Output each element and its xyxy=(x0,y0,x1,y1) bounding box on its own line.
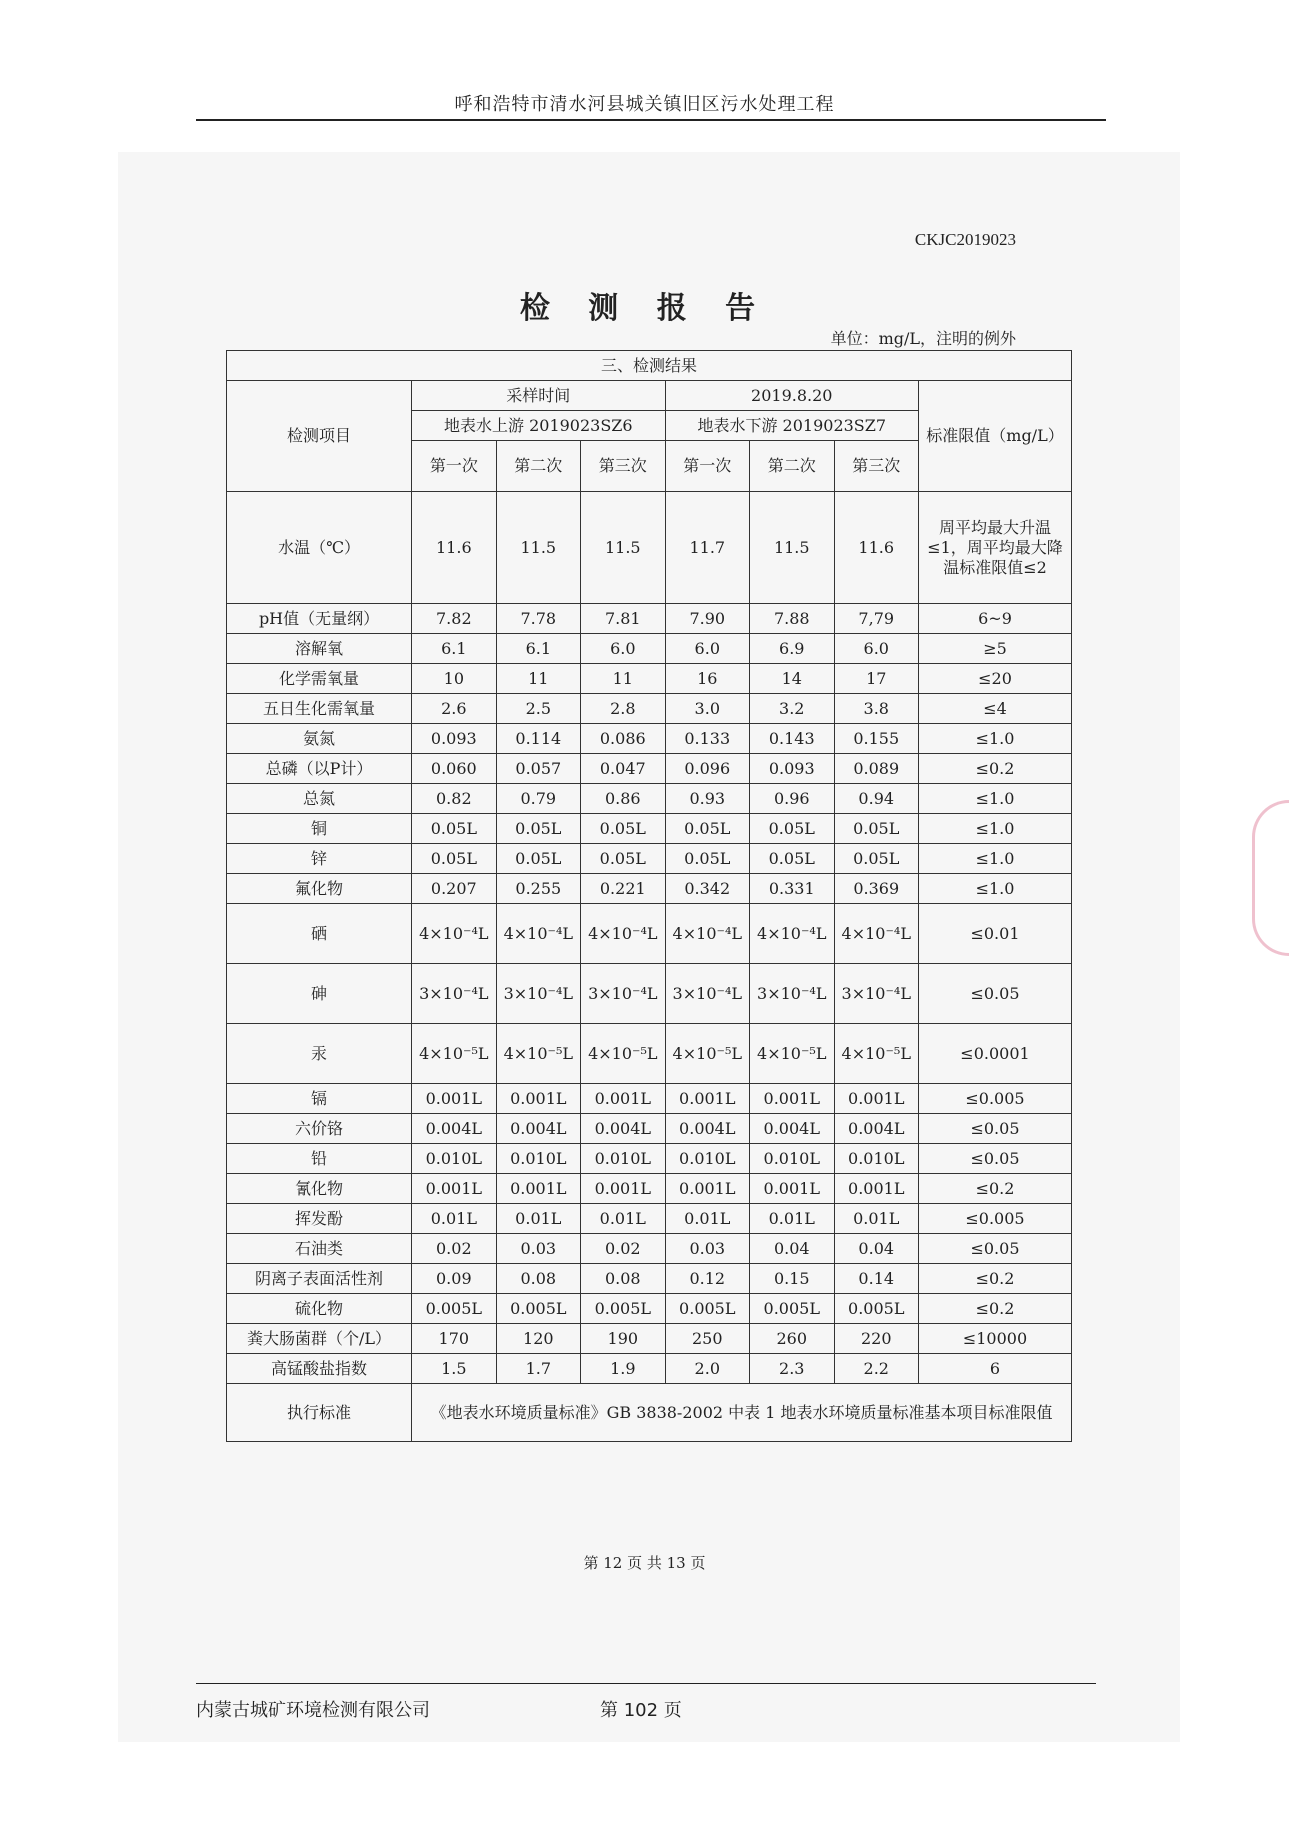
measured-value: 3×10⁻⁴L xyxy=(496,964,580,1024)
measured-value: 17 xyxy=(834,664,918,694)
measured-value: 0.369 xyxy=(834,874,918,904)
table-row xyxy=(227,784,1072,814)
header-rule xyxy=(196,119,1106,121)
report-number: CKJC2019023 xyxy=(914,230,1016,249)
standard-limit: ≤0.05 xyxy=(918,1114,1071,1144)
measured-value: 4×10⁻⁴L xyxy=(665,904,749,964)
measured-value: 0.001L xyxy=(665,1174,749,1204)
measured-value: 0.010L xyxy=(750,1144,834,1174)
standard-limit: ≤1.0 xyxy=(918,784,1071,814)
table-row xyxy=(227,904,1072,964)
measured-value: 0.221 xyxy=(581,874,665,904)
measured-value: 6.0 xyxy=(834,634,918,664)
measured-value: 0.01L xyxy=(750,1204,834,1234)
measured-value: 0.04 xyxy=(834,1234,918,1264)
item-name: 砷 xyxy=(227,964,412,1024)
standard-header: 标准限值（mg/L） xyxy=(918,381,1071,492)
measured-value: 0.004L xyxy=(412,1114,496,1144)
table-row xyxy=(227,694,1072,724)
measured-value: 0.114 xyxy=(496,724,580,754)
item-name: 粪大肠菌群（个/L） xyxy=(227,1324,412,1354)
measured-value: 0.14 xyxy=(834,1264,918,1294)
inner-page-number: 第 12 页 共 13 页 xyxy=(583,1554,706,1572)
measured-value: 2.0 xyxy=(665,1354,749,1384)
measured-value: 0.03 xyxy=(665,1234,749,1264)
measured-value: 190 xyxy=(581,1324,665,1354)
measured-value: 0.05L xyxy=(412,844,496,874)
measured-value: 0.05L xyxy=(665,844,749,874)
item-name: 汞 xyxy=(227,1024,412,1084)
measured-value: 11.6 xyxy=(412,492,496,604)
table-row xyxy=(227,1024,1072,1084)
standard-text: 《地表水环境质量标准》GB 3838-2002 中表 1 地表水环境质量标准基本项目标准限值 xyxy=(412,1384,1072,1442)
measured-value: 0.001L xyxy=(496,1174,580,1204)
measured-value: 0.01L xyxy=(496,1204,580,1234)
measured-value: 4×10⁻⁵L xyxy=(412,1024,496,1084)
item-name: 氨氮 xyxy=(227,724,412,754)
standard-limit: ≤0.2 xyxy=(918,1174,1071,1204)
measured-value: 0.94 xyxy=(834,784,918,814)
measured-value: 0.010L xyxy=(496,1144,580,1174)
measured-value: 0.001L xyxy=(496,1084,580,1114)
measured-value: 0.155 xyxy=(834,724,918,754)
measured-value: 4×10⁻⁴L xyxy=(412,904,496,964)
standard-limit: ≤0.2 xyxy=(918,1294,1071,1324)
measured-value: 0.09 xyxy=(412,1264,496,1294)
document-header: 呼和浩特市清水河县城关镇旧区污水处理工程 xyxy=(454,94,835,115)
measured-value: 0.01L xyxy=(834,1204,918,1234)
measured-value: 4×10⁻⁵L xyxy=(581,1024,665,1084)
measured-value: 0.143 xyxy=(750,724,834,754)
measured-value: 0.001L xyxy=(581,1084,665,1114)
site-upstream: 地表水上游 2019023SZ6 xyxy=(412,411,665,441)
measured-value: 0.093 xyxy=(750,754,834,784)
measured-value: 0.005L xyxy=(581,1294,665,1324)
standard-limit: ≤0.05 xyxy=(918,1144,1071,1174)
unit-note: 单位：mg/L，注明的例外 xyxy=(830,329,1016,348)
item-name: 硫化物 xyxy=(227,1294,412,1324)
measured-value: 0.05L xyxy=(750,814,834,844)
measured-value: 3×10⁻⁴L xyxy=(665,964,749,1024)
measured-value: 1.7 xyxy=(496,1354,580,1384)
measured-value: 0.001L xyxy=(412,1174,496,1204)
standard-limit: ≤0.2 xyxy=(918,754,1071,784)
measured-value: 4×10⁻⁵L xyxy=(496,1024,580,1084)
measured-value: 4×10⁻⁴L xyxy=(496,904,580,964)
measured-value: 0.02 xyxy=(581,1234,665,1264)
item-name: 铜 xyxy=(227,814,412,844)
standard-limit: ≤0.01 xyxy=(918,904,1071,964)
standard-limit: ≤0.0001 xyxy=(918,1024,1071,1084)
measured-value: 0.096 xyxy=(665,754,749,784)
table-row xyxy=(227,814,1072,844)
standard-label: 执行标准 xyxy=(227,1384,412,1442)
measured-value: 0.01L xyxy=(412,1204,496,1234)
measured-value: 0.005L xyxy=(834,1294,918,1324)
standard-limit: 6 xyxy=(918,1354,1071,1384)
standard-limit: ≤1.0 xyxy=(918,724,1071,754)
table-row xyxy=(227,604,1072,634)
table-row xyxy=(227,724,1072,754)
item-name: 挥发酚 xyxy=(227,1204,412,1234)
table-row xyxy=(227,664,1072,694)
measured-value: 0.005L xyxy=(412,1294,496,1324)
measured-value: 0.93 xyxy=(665,784,749,814)
measured-value: 170 xyxy=(412,1324,496,1354)
measured-value: 10 xyxy=(412,664,496,694)
measured-value: 11 xyxy=(581,664,665,694)
results-table xyxy=(226,350,1072,1442)
report-title: 检 测 报 告 xyxy=(519,291,770,326)
item-name: 水温（℃） xyxy=(227,492,412,604)
measured-value: 0.05L xyxy=(496,844,580,874)
standard-limit: ≤10000 xyxy=(918,1324,1071,1354)
standard-limit: ≤20 xyxy=(918,664,1071,694)
item-name: 石油类 xyxy=(227,1234,412,1264)
measured-value: 1.9 xyxy=(581,1354,665,1384)
item-name: 氰化物 xyxy=(227,1174,412,1204)
measured-value: 0.047 xyxy=(581,754,665,784)
table-row xyxy=(227,844,1072,874)
measured-value: 6.1 xyxy=(412,634,496,664)
run-header: 第二次 xyxy=(496,441,580,492)
measured-value: 0.02 xyxy=(412,1234,496,1264)
measured-value: 0.005L xyxy=(665,1294,749,1324)
measured-value: 0.255 xyxy=(496,874,580,904)
table-row xyxy=(227,1324,1072,1354)
standard-limit: ≤0.005 xyxy=(918,1204,1071,1234)
measured-value: 14 xyxy=(750,664,834,694)
table-row xyxy=(227,1084,1072,1114)
table-row xyxy=(227,1204,1072,1234)
standard-limit: ≤1.0 xyxy=(918,844,1071,874)
measured-value: 0.04 xyxy=(750,1234,834,1264)
run-header: 第三次 xyxy=(581,441,665,492)
footer-page-number: 第 102 页 xyxy=(600,1700,682,1721)
standard-row xyxy=(227,1384,1072,1442)
measured-value: 0.05L xyxy=(665,814,749,844)
measured-value: 0.004L xyxy=(496,1114,580,1144)
measured-value: 0.01L xyxy=(581,1204,665,1234)
measured-value: 0.96 xyxy=(750,784,834,814)
measured-value: 16 xyxy=(665,664,749,694)
measured-value: 0.086 xyxy=(581,724,665,754)
measured-value: 0.207 xyxy=(412,874,496,904)
item-name: 总磷（以P计） xyxy=(227,754,412,784)
measured-value: 3×10⁻⁴L xyxy=(581,964,665,1024)
sampling-time-label: 采样时间 xyxy=(412,381,665,411)
table-row xyxy=(227,1294,1072,1324)
measured-value: 11.5 xyxy=(750,492,834,604)
measured-value: 7.81 xyxy=(581,604,665,634)
measured-value: 3×10⁻⁴L xyxy=(412,964,496,1024)
table-row xyxy=(227,874,1072,904)
section-title: 三、检测结果 xyxy=(227,351,1072,381)
measured-value: 1.5 xyxy=(412,1354,496,1384)
item-name: 铅 xyxy=(227,1144,412,1174)
measured-value: 0.001L xyxy=(750,1174,834,1204)
measured-value: 2.8 xyxy=(581,694,665,724)
measured-value: 0.05L xyxy=(581,844,665,874)
measured-value: 0.79 xyxy=(496,784,580,814)
sampling-date: 2019.8.20 xyxy=(665,381,918,411)
measured-value: 11.5 xyxy=(581,492,665,604)
measured-value: 0.03 xyxy=(496,1234,580,1264)
measured-value: 260 xyxy=(750,1324,834,1354)
measured-value: 0.05L xyxy=(834,814,918,844)
measured-value: 2.2 xyxy=(834,1354,918,1384)
footer-company: 内蒙古城矿环境检测有限公司 xyxy=(196,1700,430,1721)
measured-value: 0.342 xyxy=(665,874,749,904)
measured-value: 7.78 xyxy=(496,604,580,634)
item-header: 检测项目 xyxy=(227,381,412,492)
measured-value: 0.133 xyxy=(665,724,749,754)
measured-value: 0.331 xyxy=(750,874,834,904)
measured-value: 3×10⁻⁴L xyxy=(750,964,834,1024)
standard-limit: ≤0.005 xyxy=(918,1084,1071,1114)
measured-value: 0.010L xyxy=(834,1144,918,1174)
measured-value: 11.5 xyxy=(496,492,580,604)
item-name: 锌 xyxy=(227,844,412,874)
measured-value: 3×10⁻⁴L xyxy=(834,964,918,1024)
item-name: 化学需氧量 xyxy=(227,664,412,694)
measured-value: 0.057 xyxy=(496,754,580,784)
measured-value: 0.08 xyxy=(496,1264,580,1294)
table-row xyxy=(227,1354,1072,1384)
measured-value: 11.7 xyxy=(665,492,749,604)
measured-value: 2.3 xyxy=(750,1354,834,1384)
table-row xyxy=(227,1234,1072,1264)
standard-limit: ≥5 xyxy=(918,634,1071,664)
measured-value: 0.060 xyxy=(412,754,496,784)
measured-value: 3.2 xyxy=(750,694,834,724)
measured-value: 2.6 xyxy=(412,694,496,724)
measured-value: 0.86 xyxy=(581,784,665,814)
measured-value: 4×10⁻⁵L xyxy=(834,1024,918,1084)
run-header: 第二次 xyxy=(750,441,834,492)
measured-value: 0.010L xyxy=(412,1144,496,1174)
measured-value: 0.010L xyxy=(665,1144,749,1174)
table-row xyxy=(227,492,1072,604)
measured-value: 0.001L xyxy=(665,1084,749,1114)
measured-value: 0.005L xyxy=(496,1294,580,1324)
measured-value: 0.093 xyxy=(412,724,496,754)
measured-value: 0.05L xyxy=(750,844,834,874)
measured-value: 0.82 xyxy=(412,784,496,814)
measured-value: 7.82 xyxy=(412,604,496,634)
measured-value: 0.004L xyxy=(750,1114,834,1144)
measured-value: 0.004L xyxy=(834,1114,918,1144)
measured-value: 0.004L xyxy=(665,1114,749,1144)
run-header: 第一次 xyxy=(665,441,749,492)
table-row xyxy=(227,964,1072,1024)
measured-value: 4×10⁻⁵L xyxy=(665,1024,749,1084)
measured-value: 0.001L xyxy=(750,1084,834,1114)
measured-value: 0.08 xyxy=(581,1264,665,1294)
item-name: 硒 xyxy=(227,904,412,964)
measured-value: 7.88 xyxy=(750,604,834,634)
measured-value: 6.9 xyxy=(750,634,834,664)
standard-limit: 6~9 xyxy=(918,604,1071,634)
measured-value: 0.05L xyxy=(834,844,918,874)
item-name: 六价铬 xyxy=(227,1114,412,1144)
table-row xyxy=(227,754,1072,784)
measured-value: 4×10⁻⁴L xyxy=(834,904,918,964)
measured-value: 11 xyxy=(496,664,580,694)
run-header: 第一次 xyxy=(412,441,496,492)
standard-limit: 周平均最大升温≤1，周平均最大降温标准限值≤2 xyxy=(918,492,1071,604)
item-name: 溶解氧 xyxy=(227,634,412,664)
measured-value: 4×10⁻⁴L xyxy=(750,904,834,964)
seal-stamp xyxy=(1252,800,1289,956)
measured-value: 4×10⁻⁴L xyxy=(581,904,665,964)
item-name: 五日生化需氧量 xyxy=(227,694,412,724)
measured-value: 0.01L xyxy=(665,1204,749,1234)
measured-value: 120 xyxy=(496,1324,580,1354)
site-downstream: 地表水下游 2019023SZ7 xyxy=(665,411,918,441)
item-name: 阴离子表面活性剂 xyxy=(227,1264,412,1294)
standard-limit: ≤0.05 xyxy=(918,1234,1071,1264)
run-header: 第三次 xyxy=(834,441,918,492)
standard-limit: ≤0.2 xyxy=(918,1264,1071,1294)
measured-value: 0.05L xyxy=(496,814,580,844)
measured-value: 0.004L xyxy=(581,1114,665,1144)
measured-value: 0.15 xyxy=(750,1264,834,1294)
measured-value: 0.089 xyxy=(834,754,918,784)
measured-value: 2.5 xyxy=(496,694,580,724)
measured-value: 0.001L xyxy=(412,1084,496,1114)
measured-value: 3.0 xyxy=(665,694,749,724)
measured-value: 7,79 xyxy=(834,604,918,634)
item-name: pH值（无量纲） xyxy=(227,604,412,634)
standard-limit: ≤0.05 xyxy=(918,964,1071,1024)
standard-limit: ≤4 xyxy=(918,694,1071,724)
item-name: 氟化物 xyxy=(227,874,412,904)
measured-value: 0.001L xyxy=(834,1174,918,1204)
measured-value: 6.1 xyxy=(496,634,580,664)
table-row xyxy=(227,1264,1072,1294)
standard-limit: ≤1.0 xyxy=(918,874,1071,904)
table-row xyxy=(227,1174,1072,1204)
measured-value: 250 xyxy=(665,1324,749,1354)
measured-value: 11.6 xyxy=(834,492,918,604)
measured-value: 4×10⁻⁵L xyxy=(750,1024,834,1084)
item-name: 镉 xyxy=(227,1084,412,1114)
measured-value: 6.0 xyxy=(665,634,749,664)
measured-value: 0.001L xyxy=(834,1084,918,1114)
item-name: 总氮 xyxy=(227,784,412,814)
measured-value: 0.05L xyxy=(581,814,665,844)
measured-value: 3.8 xyxy=(834,694,918,724)
table-row xyxy=(227,1114,1072,1144)
item-name: 高锰酸盐指数 xyxy=(227,1354,412,1384)
measured-value: 6.0 xyxy=(581,634,665,664)
footer-rule xyxy=(196,1683,1096,1684)
table-row xyxy=(227,1144,1072,1174)
measured-value: 0.05L xyxy=(412,814,496,844)
standard-limit: ≤1.0 xyxy=(918,814,1071,844)
measured-value: 7.90 xyxy=(665,604,749,634)
measured-value: 0.001L xyxy=(581,1174,665,1204)
table-row xyxy=(227,634,1072,664)
measured-value: 220 xyxy=(834,1324,918,1354)
measured-value: 0.010L xyxy=(581,1144,665,1174)
measured-value: 0.12 xyxy=(665,1264,749,1294)
measured-value: 0.005L xyxy=(750,1294,834,1324)
